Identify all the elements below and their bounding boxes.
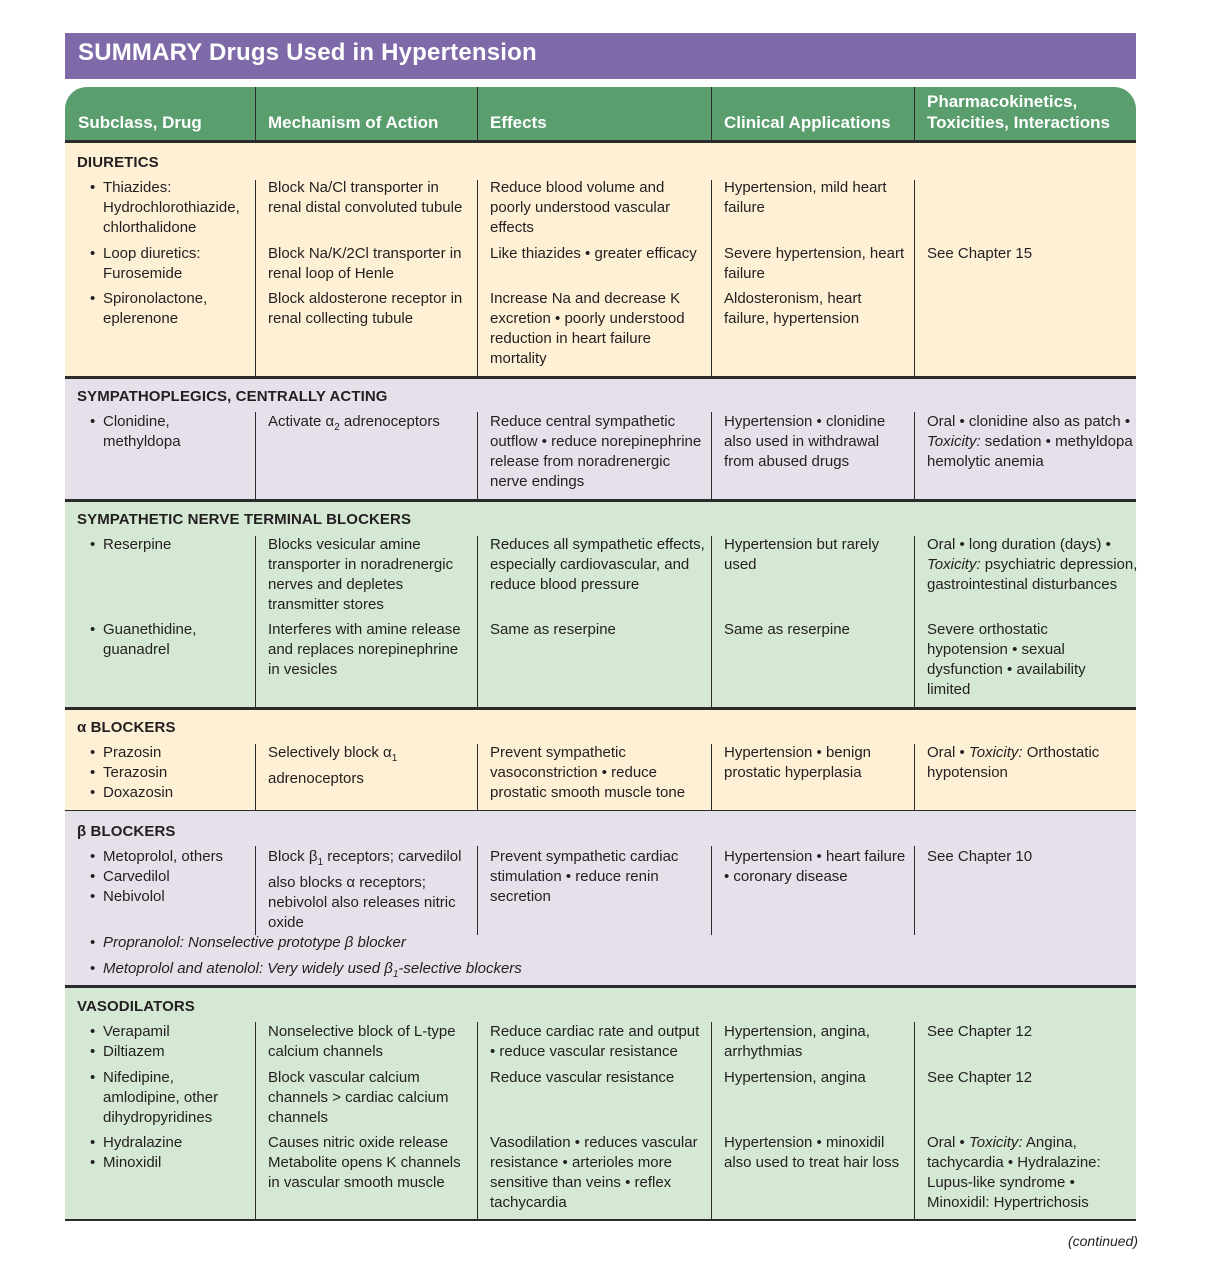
clinical-cell: Hypertension • benign prostatic hyperplasia [724, 744, 872, 781]
effects-cell: Same as reserpine [490, 621, 616, 638]
clinical-cell: Hypertension • heart failure • coronary disease [724, 848, 906, 885]
header-pk-line2: Toxicities, Interactions [927, 113, 1110, 132]
mechanism-cell: Interferes with amine release and replaces norepinephrine in vesicles [268, 621, 461, 678]
effects-cell: Reduce vascular resistance [490, 1069, 675, 1086]
drug-verapamil-diltiazem: Verapamil Diltiazem [103, 1023, 170, 1060]
mechanism-cell: Activate $\alpha_2$ adrenoceptors [268, 413, 440, 433]
clinical-cell: Hypertension, angina, arrhythmias [724, 1023, 870, 1060]
effects-cell: Reduce cardiac rate and output • reduce vascular resistance [490, 1023, 700, 1060]
pk-cell: Oral • Toxicity: Orthostatic hypotension [927, 744, 1100, 781]
effects-cell: Vasodilation • reduces vascular resistance • arterioles more sensitive than veins • reflex tachycardia [490, 1134, 698, 1211]
bullet: • [90, 960, 96, 977]
drug-thiazides: Thiazides: Hydrochlorothiazide, chlorthalidone [103, 179, 240, 236]
bullet: • [90, 934, 96, 951]
mechanism-cell: Block $\beta_1$ receptors; carvedilol also blocks α receptors; nebivolol also releases nitric oxide [268, 848, 462, 931]
bullet: • [90, 1154, 96, 1171]
bullet: • [90, 245, 96, 262]
effects-cell: Like thiazides • greater efficacy [490, 245, 697, 262]
mechanism-cell: Nonselective block of L-type calcium channels [268, 1023, 456, 1060]
section-heading-beta: β BLOCKERS [77, 823, 176, 840]
bullet: • [90, 1023, 96, 1040]
section-heading-central: SYMPATHOPLEGICS, CENTRALLY ACTING [77, 388, 388, 405]
mechanism-cell: Block Na/Cl transporter in renal distal convoluted tubule [268, 179, 463, 216]
drug-spironolactone: Spironolactone, eplerenone [103, 290, 208, 327]
table-header [65, 87, 1136, 143]
pk-cell: Oral • clonidine also as patch • Toxicity: sedation • methyldopa hemolytic anemia [927, 413, 1133, 470]
note-metoprolol-atenolol: Metoprolol and atenolol: Very widely used $\beta_1$-selective blockers [103, 960, 522, 980]
effects-cell: Reduce blood volume and poorly understood vascular effects [490, 179, 671, 236]
section-heading-terminal: SYMPATHETIC NERVE TERMINAL BLOCKERS [77, 511, 412, 528]
pk-cell: See Chapter 12 [927, 1069, 1033, 1086]
bullet: • [90, 1069, 96, 1086]
header-mechanism: Mechanism of Action [268, 113, 439, 132]
bullet: • [90, 290, 96, 307]
effects-cell: Reduce central sympathetic outflow • reduce norepinephrine release from noradrenergic nerve endings [490, 413, 702, 490]
note-propranolol: Propranolol: Nonselective prototype β blocker [103, 934, 406, 951]
drug-dihydropyridines: Nifedipine, amlodipine, other dihydropyridines [103, 1069, 219, 1126]
clinical-cell: Hypertension, mild heart failure [724, 179, 887, 216]
drug-list-alpha: Prazosin Terazosin Doxazosin [103, 744, 174, 801]
pk-cell: See Chapter 15 [927, 245, 1033, 262]
pk-cell: See Chapter 12 [927, 1023, 1033, 1040]
continued-note: (continued) [1067, 1233, 1138, 1249]
header-pharmacokinetics [914, 87, 1136, 140]
page-title: SUMMARY Drugs Used in Hypertension [78, 39, 537, 66]
bullet: • [90, 1043, 96, 1060]
mechanism-cell: Block Na/K/2Cl transporter in renal loop of Henle [268, 245, 462, 282]
clinical-cell: Aldosteronism, heart failure, hypertension [724, 290, 862, 327]
clinical-cell: Hypertension, angina [724, 1069, 866, 1086]
header-drug: Subclass, Drug [78, 113, 202, 132]
pk-cell: See Chapter 10 [927, 848, 1033, 865]
effects-cell: Prevent sympathetic vasoconstriction • reduce prostatic smooth muscle tone [490, 744, 686, 801]
bullet: • [90, 888, 96, 905]
bullet: • [90, 1134, 96, 1151]
bullet: • [90, 848, 96, 865]
bullet: • [90, 621, 96, 638]
mechanism-cell: Block aldosterone receptor in renal collecting tubule [268, 290, 463, 327]
clinical-cell: Severe hypertension, heart failure [724, 245, 905, 282]
bullet: • [90, 413, 96, 430]
title-banner [65, 33, 1136, 79]
bullet: • [90, 744, 96, 761]
header-clinical: Clinical Applications [724, 113, 891, 132]
section-heading-vasodilators: VASODILATORS [77, 998, 195, 1015]
bullet: • [90, 179, 96, 196]
mechanism-cell: Causes nitric oxide release Metabolite opens K channels in vascular smooth muscle [268, 1134, 461, 1191]
pk-cell: Severe orthostatic hypotension • sexual dysfunction • availability limited [927, 621, 1086, 698]
drug-loop-diuretics: Loop diuretics: Furosemide [103, 245, 201, 282]
mechanism-cell: Block vascular calcium channels > cardiac calcium channels [268, 1069, 449, 1126]
drug-reserpine: Reserpine [103, 536, 172, 553]
bullet: • [90, 784, 96, 801]
effects-cell: Increase Na and decrease K excretion • poorly understood reduction in heart failure mortality [490, 290, 685, 367]
table-bottom-rule [65, 1219, 1136, 1221]
clinical-cell: Same as reserpine [724, 621, 850, 638]
effects-cell: Prevent sympathetic cardiac stimulation • reduce renin secretion [490, 848, 679, 905]
pk-cell: Oral • Toxicity: Angina, tachycardia • Hydralazine: Lupus-like syndrome • Minoxidil: Hypertrichosis [927, 1134, 1101, 1211]
bullet: • [90, 764, 96, 781]
mechanism-cell: Selectively block $\alpha_1$ adrenoceptors [268, 744, 398, 787]
bullet: • [90, 868, 96, 885]
drug-list-beta: Metoprolol, others Carvedilol Nebivolol [103, 848, 224, 905]
section-heading-diuretics: DIURETICS [77, 154, 159, 171]
drug-guanethidine: Guanethidine, guanadrel [103, 621, 197, 658]
header-pk-line1: Pharmacokinetics, [927, 92, 1078, 111]
clinical-cell: Hypertension • clonidine also used in withdrawal from abused drugs [724, 413, 886, 470]
clinical-cell: Hypertension • minoxidil also used to treat hair loss [724, 1134, 900, 1171]
mechanism-cell: Blocks vesicular amine transporter in noradrenergic nerves and depletes transmitter stores [268, 536, 454, 613]
section-heading-alpha: α BLOCKERS [77, 719, 176, 736]
pk-cell: Oral • long duration (days) • Toxicity: psychiatric depression, gastrointestinal disturbances [927, 536, 1138, 593]
header-effects: Effects [490, 113, 547, 132]
drug-clonidine: Clonidine, methyldopa [103, 413, 181, 450]
clinical-cell: Hypertension but rarely used [724, 536, 880, 573]
effects-cell: Reduces all sympathetic effects, especially cardiovascular, and reduce blood pressure [490, 536, 705, 593]
bullet: • [90, 536, 96, 553]
drug-hydralazine-minoxidil: Hydralazine Minoxidil [103, 1134, 183, 1171]
